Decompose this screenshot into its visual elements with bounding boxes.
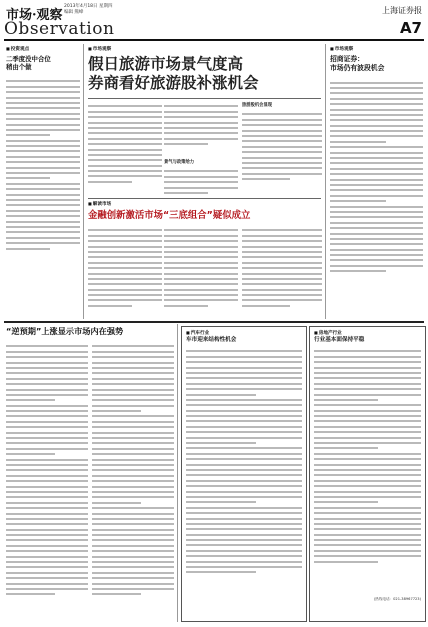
article-body <box>6 77 80 295</box>
section-title: 市场·观察 <box>6 8 63 23</box>
main-story <box>88 46 320 93</box>
article-tag: ■ 投资观点 <box>6 46 80 52</box>
article-tag: ■ 汽车行业 <box>186 330 302 336</box>
page-code: A7 <box>399 19 422 37</box>
main-story-body <box>164 102 238 157</box>
middle-story-body <box>88 226 162 318</box>
main-story-body <box>88 102 162 197</box>
article-body <box>6 342 88 620</box>
article-headline: “逆预期”上涨显示市场内在强势 <box>6 326 124 336</box>
left-column-article <box>6 46 80 295</box>
article-tag: ■ 房地产行业 <box>314 330 421 336</box>
article-tag: ■ 市场观察 <box>330 46 423 52</box>
column-divider <box>83 44 84 319</box>
middle-headline: 金融创新激活市场“三底组合”疑似成立 <box>88 210 251 221</box>
middle-story <box>88 201 320 222</box>
section-english-title: Observation <box>4 19 115 39</box>
article-body <box>186 347 302 605</box>
industry-watch-box <box>181 326 307 622</box>
column-divider <box>325 44 326 319</box>
article-headline: 招商证券： 市场仍有波段机会 <box>330 55 385 72</box>
middle-story-body <box>242 226 322 318</box>
right-column-article <box>330 46 423 328</box>
masthead-rule <box>4 39 424 41</box>
bottom-left-article <box>6 326 176 336</box>
issue-date: 2013年4月18日 星期四 编辑 熊峰 <box>64 4 113 15</box>
paper-name: 上海证券报 <box>382 6 422 15</box>
column-divider <box>177 324 178 622</box>
main-story-subhead: 景气与政策给力 <box>164 160 195 165</box>
article-tag: ■ 解读市场 <box>88 201 320 207</box>
industry-watch-box <box>309 326 426 622</box>
article-headline: 车市迎来结构性机会 <box>186 337 237 343</box>
article-body <box>92 342 174 620</box>
article-headline: 二季度没中合位 稍由个做 <box>6 55 51 71</box>
main-story-body <box>242 110 322 196</box>
main-headline: 假日旅游市场景气度高 券商看好旅游股补涨机会 <box>88 55 259 92</box>
article-headline: 行业基本面保持平稳 <box>314 337 365 343</box>
article-body <box>330 78 423 328</box>
middle-story-body <box>164 226 238 318</box>
main-story-subhead: 旅游股机会显现 <box>242 103 273 108</box>
hotline-text: (热线电话：021-38967723) <box>373 597 421 601</box>
article-tag: ■ 市场观察 <box>88 46 320 52</box>
article-body <box>314 347 421 595</box>
